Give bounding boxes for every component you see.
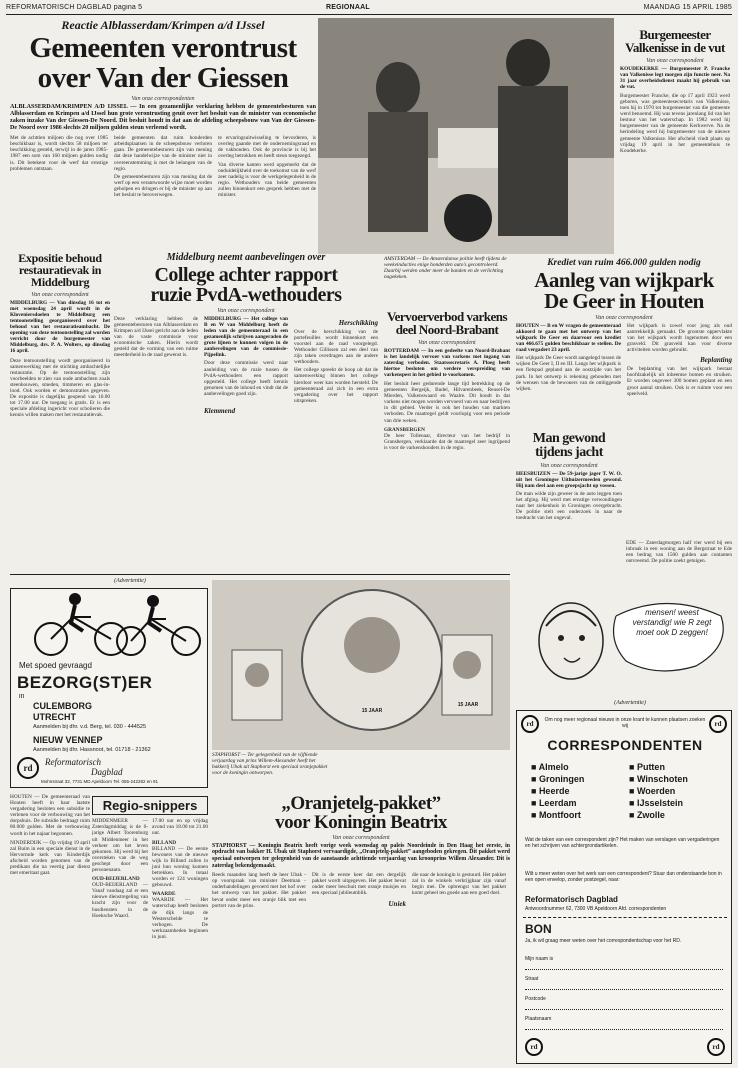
regio-subhead: BILLAND bbox=[152, 839, 177, 846]
rd-logo: rd bbox=[707, 1038, 725, 1056]
header-rule bbox=[6, 14, 732, 15]
oranje-photo bbox=[212, 580, 510, 750]
ad-label: (Advertentie) bbox=[614, 700, 646, 706]
ad-city: UTRECHT bbox=[33, 712, 76, 722]
article-byline: Van onze correspondent bbox=[217, 307, 275, 314]
rd-logo: rd bbox=[525, 1038, 543, 1056]
photo-label: 15 JAAR bbox=[457, 702, 479, 708]
police-photo-caption: AMSTERDAM — De Amsterdamse politie heeft tijdens de weekeindacties enige honderden auto's gecontroleerd. Daarbij werden onder meer de banden en de verlichting nagekeken. bbox=[384, 256, 507, 281]
rd-logo: rd bbox=[17, 757, 39, 779]
article-body: Deze tentoonstelling wordt georganiseerd in samenwerking met de stichting ambachtelijke restauratie. Op de tentoonstelling zijn voorbeelden te zien van oude ambachten zoals steenhouwen, smeden, timmeren en glas-in-lood. Ook worden er demonstraties gegeven. De expositie is dagelijks geopend van 10.00 tot 17.00 uur. De toegang is gratis. Er is een speciale afdeling ingericht voor scholieren die kennis willen maken met het restauratievak. bbox=[10, 357, 110, 419]
article-headline: Gemeenten verontrust bbox=[29, 32, 297, 64]
ad-address: Aanmelden bij dhr. v.d. Berg, tel. 030 - 444525 bbox=[33, 724, 147, 730]
article-body: Burgemeester Francke, die op 17 april 1923 werd geboren, was gemeentesecretaris van Valkenisse, toen hij in 1970 tot burgemeester van die gemeente werd benoemd. Hij was tevens jarenlang lid van het bestuur van het waterschap. In 1982 werd hij burgemeester van de gemeente Kerkwerve. Na de herindeling werd hij burgemeester van de nieuwe gemeente Valkenisse. Het afscheid vindt plaats op vrijdag 19 april in het gemeentehuis te Koudekerke. bbox=[620, 92, 730, 154]
place-item: ■ Heerde bbox=[531, 786, 570, 796]
ad-address: Aanmelden bij dhr. Hassnoot, tel. 01718 - 21362 bbox=[33, 747, 151, 753]
article-kicker: Reactie Alblasserdam/Krimpen a/d IJssel bbox=[61, 18, 265, 32]
regio-item: WAARDE — Het waterschap heeft besloten de dijk langs de Westerschelde te verhogen. De werkzaamheden beginnen in juni. bbox=[152, 897, 208, 940]
ad-footer: Mohnstraat 32, 7731 MD Apeldoorn Tel. 055-242282 en 91 bbox=[41, 779, 158, 784]
article-jacht bbox=[516, 432, 622, 582]
police-photo bbox=[318, 18, 614, 254]
article-byline: Van onze correspondenten bbox=[131, 96, 195, 103]
ad-tagline: Met spoed gevraagd bbox=[19, 661, 92, 670]
article-body: Over de herschikking van de portefeuilles wordt binnenkort een voorstel aan de raad voorgelegd. Wethouder Gillissen zal een deel van zijn taken overdragen aan de andere wethouders. bbox=[294, 328, 378, 366]
article-vervoerverbod bbox=[384, 310, 510, 570]
article-body: Het besluit heer gedurende lange tijd betrekking op de gemeenten Bergeijk, Budel, Hilvarenbeek, Reusel-De Mierden, Valkenswaard en Waalre. Dit houdt in dat varkens niet mogen worden vervoerd van en naar bedrijven in dit gebied. Verder is ook het houden van markten verboden. De maatregel geldt voorlopig voor een periode van drie weken. bbox=[384, 380, 510, 424]
regio-subhead: OUD-BEIJERLAND bbox=[92, 876, 140, 883]
rd-logo: rd bbox=[521, 715, 539, 733]
ad-headline: BEZORG(ST)ER bbox=[17, 673, 153, 692]
regio-item: BILLAND — De eerste bewoners van de nieuwe wijk in Billand zullen in juni hun woning kunnen betrekken. In totaal worden er 124 woningen gebouwd. bbox=[152, 845, 208, 889]
place-item: ■ Putten bbox=[629, 762, 665, 772]
article-byline: Van onze correspondent bbox=[418, 339, 476, 346]
ad-brand: Reformatorisch bbox=[45, 757, 101, 767]
header-date: MAANDAG 15 APRIL 1985 bbox=[643, 4, 732, 11]
article-body: te ervaringsuitwisseling te bevorderen, is overleg gaande met de ondernemingsraad en de vakbonden. Ook de provincie is bij het overleg betrokken en heeft steun toegezegd. bbox=[218, 135, 316, 160]
ad-text: Wilt u meer weten over het werk van een correspondent? Stuur dan onderstaande bon in een open envelop, zonder postzegel, naar: bbox=[525, 871, 722, 883]
article-body: beide gemeenten dat ruim honderden arbeidsplaatsen in de scheepsbouw verloren gaan. De gemeentebesturen zijn van mening dat deze handelwijze van de minister niet in overeenstemming is met de belangen van de regio. bbox=[114, 135, 212, 172]
article-body: Reeds maanden lang heeft de heer Ubak - op voorspraak van minister Deetman - onderhandelingen gevoerd met het hof over het ontwerp van het pakket. Het pakket bevat onder meer een oranje blik met een portret van de prins. bbox=[212, 872, 306, 909]
article-body: die naar de koningin is gestuurd. Het pakket zal in de winkels verkrijgbaar zijn vanaf begin mei. De opbrengst van het pakket komt geheel ten goede aan een goed doel. bbox=[412, 872, 506, 897]
regio-item: OUD-BEIJERLAND — Vanaf vandaag zal er een nieuwe dienstregeling van kracht zijn voor de busdiensten in de Hoeksche Waard. bbox=[92, 882, 148, 919]
name-field[interactable]: Mijn naam is bbox=[525, 956, 723, 970]
article-kicker: Middelburg neemt aanbevelingen over bbox=[166, 252, 326, 263]
regio-item: MIDDENMEER — Zaterdagmiddag is de 6-jarige Albert Toorenburg uit Middenmeer in het verkeer om het leven gekomen. Hij werd bij het oversteken van de weg geschept door een personenauto. bbox=[92, 818, 148, 873]
regio-title: Regio-snippers bbox=[92, 796, 208, 815]
cartoon-speech: mensen! weest verstandig! wie R zegt moet ook D zeggen! bbox=[632, 608, 712, 637]
place-item: ■ Woerden bbox=[629, 786, 676, 796]
place-item: ■ Leerdam bbox=[531, 798, 577, 808]
photo-label: 15 JAAR bbox=[361, 708, 383, 714]
ad-company: Reformatorisch Dagblad bbox=[525, 895, 618, 904]
police-photo-image bbox=[318, 18, 614, 254]
coupon bbox=[523, 917, 727, 1059]
article-gemeenten bbox=[10, 18, 316, 248]
cartoon bbox=[516, 586, 732, 696]
page-header bbox=[6, 4, 732, 14]
article-lead: ROTTERDAM — In een gedeelte van Noord-Brabant is het landelijk vervoer van varkens met ingang van zaterdag verboden. Staatssecretaris A. Ploeg heeft hiertoe besloten om verdere verspreiding van varkenspest in het gebied te voorkomen. bbox=[384, 347, 510, 378]
article-byline: Van onze correspondent bbox=[646, 57, 704, 64]
article-body: Het college spreekt de hoop uit dat de samenwerking binnen het college hierdoor weer kan worden hersteld. De gemeenteraad zal zich in een extra vergadering over het rapport uitspreken. bbox=[294, 367, 378, 404]
article-expositie bbox=[10, 252, 110, 572]
article-body: De beplanting van het wijkpark bestaat hoofdzakelijk uit inheemse bomen en struiken. Er worden ongeveer 300 bomen geplant en een groot aantal struiken. Ook is er ruimte voor een speelveld. bbox=[627, 366, 732, 397]
coupon-title: BON bbox=[525, 922, 552, 936]
article-body: Het wijkpark De Geer wordt aangelegd tussen de wijken De Geer I, II en III. Langs het wijkpark is een fietspad gepland aan de oostzijde van het park. In het ontwerp is rekening gehouden met de wensen van de bewoners van de omliggende wijken. bbox=[516, 355, 621, 392]
article-headline: voor Koningin Beatrix bbox=[275, 812, 447, 834]
oranje-photo-caption: STAPHORST — Ter gelegenheid van de vijftiende verjaardag van prins Willem-Alexander heeft het bakkerij Ubak uit Staphorst een speciaal oranjepakket voor de koningin ontworpen. bbox=[212, 752, 328, 777]
article-body: De gemeentebesturen zijn van mening dat de werf op een verantwoorde wijze moet worden geholpen en dringen er bij de minister op aan het besluit te heroverwegen. bbox=[114, 173, 212, 198]
article-houten bbox=[10, 794, 90, 1064]
article-kicker: Krediet van ruim 466.000 gulden nodig bbox=[547, 258, 701, 268]
ad-text: Wat de taken van een correspondent zijn? Het maken van verslagen van vergaderingen en het schrijven van achtergrondartikelen. bbox=[525, 837, 720, 849]
article-subhead: GRANSBERGEN bbox=[384, 426, 425, 433]
article-body: Met de achttien miljoen die nog over 1985 beschikbaar is, wordt slechts 58 miljoen ter beschikking gesteld, terwijl in de jaren 1985-1987 een som van 160 miljoen gulden nodig is. Dit betekent voor de werf dat ernstige problemen ontstaan. bbox=[10, 135, 108, 172]
article-oranjetelg bbox=[212, 794, 510, 1064]
article-lead: MIDDELBURG — Van dinsdag 16 tot en met woensdag 24 april wordt in de Kloveniersdoelen te Middelburg een tentoonstelling georganiseerd over het behoud van het restauratieambacht. De opening van deze tentoonstelling zal worden verricht door de burgemeester van Middelburg, drs. P. A. Wolters, op dinsdag 16 april. bbox=[10, 299, 110, 355]
ad-city: NIEUW VENNEP bbox=[33, 735, 103, 745]
ad-city: CULEMBORG bbox=[33, 701, 92, 711]
article-byline: Van onze correspondent bbox=[332, 834, 390, 841]
ad-correspondenten bbox=[516, 710, 732, 1064]
article-headline: over Van der Giessen bbox=[37, 61, 289, 94]
ad-bezorger bbox=[10, 588, 208, 788]
article-signature: Uniek bbox=[388, 899, 406, 908]
section-rule bbox=[10, 574, 510, 575]
ad-label: (Advertentie) bbox=[114, 578, 146, 584]
place-item: ■ Montfoort bbox=[531, 810, 581, 820]
postcode-field[interactable]: Postcode bbox=[525, 996, 723, 1010]
article-lead: ALBLASSERDAM/KRIMPEN A/D IJSSEL — In een gezamenlijke verklaring hebben de gemeentebesturen van Alblasserdam en Krimpen a/d IJssel hun grote verontrusting geuit over het besluit van de minister van economische zaken inzake Van der Giessen-De Noord. Dit besluit houdt in dat aan de afdeling scheepsbouw van Van der Giessen-De Noord over 1986 slechts 20 miljoen gulden steun verleend wordt. bbox=[10, 104, 316, 132]
place-item: ■ Winschoten bbox=[629, 774, 688, 784]
article-lead: MIDDELBURG — Het college van B en W van Middelburg heeft de leden van de gemeenteraad in een gezamenlijk schrijven aangeraden de grote lijnen te kunnen volgen in de aanbevelingen van de commissie-Pijpelink. bbox=[204, 315, 289, 359]
header-paper: REFORMATORISCH DAGBLAD pagina 5 bbox=[6, 4, 143, 11]
article-headline: „Oranjetelg-pakket” bbox=[281, 794, 441, 814]
place-item: ■ Zwolle bbox=[629, 810, 665, 820]
article-body: Het wijkpark is zowel voor jong als oud aantrekkelijk gemaakt. De grootste oppervlakte van het wijkpark wordt ingenomen door een grasveld. Dit grasveld kan voor diverse activiteiten worden gebruikt. bbox=[627, 322, 732, 354]
article-lead: KOUDEKERKE — Burgemeester P. Francke van Valkenisse legt morgen zijn functie neer. Na 31 jaar overheidsdienst maakt hij gebruik van de vut. bbox=[620, 65, 730, 90]
article-byline: Van onze correspondent bbox=[31, 291, 89, 298]
city-field[interactable]: Plaatsnaam bbox=[525, 1016, 723, 1030]
article-headline: Man gewond tijdens jacht bbox=[532, 432, 606, 461]
article-body: Van diverse kanten werd opgemerkt dat de onduidelijkheid over de toekomst van de werf zeer nadelig is voor de werkgelegenheid in de regio. Wethouders van beide gemeenten zullen binnenkort een gesprek hebben met de minister. bbox=[218, 161, 316, 198]
article-byline: Van onze correspondent bbox=[540, 462, 598, 469]
ad-antwoord: Antwoordnummer 62, 7300 VB Apeldoorn Afd. correspondenten bbox=[525, 906, 667, 912]
article-body: Door deze commissie werd naar aanleiding van de ruzie tussen de PvdA-wethouders een rapport opgesteld. Het college heeft kennis genomen van de inhoud en vindt dat de aanbevelingen goed zijn. bbox=[204, 360, 288, 397]
article-body: De heer Tollenaar, directeur van het bedrijf in Gransbergen, verklaarde dat de maatregel zeer ingrijpend is voor de varkenshouders in de regio. bbox=[384, 432, 510, 451]
place-item: ■ Groningen bbox=[531, 774, 585, 784]
article-body: Deze verklaring hebben de gemeentebesturen van Alblasserdam en Krimpen a/d IJssel gericht aan de leden van de vaste commissie voor economische zaken. Hierin wordt gesteld dat de vorming van een ruime meerderheid in de raad gewenst is. bbox=[114, 315, 198, 359]
street-field[interactable]: Straat bbox=[525, 976, 723, 990]
rd-logo: rd bbox=[709, 715, 727, 733]
article-wijkpark bbox=[516, 258, 732, 428]
ad-in: in bbox=[19, 693, 25, 700]
article-college bbox=[114, 252, 378, 572]
article-body: NINDERDIJK — Op vrijdag 19 april zal Ruim in een speciale dienst in de Hervormde kerk van Kinderdijk afscheid worden genomen van de predikant die na veertig jaar dienst met emeritaat gaat. bbox=[10, 839, 90, 877]
ad-intro: Om nog meer regionaal nieuws in onze krant te kunnen plaatsen zoeken wij bbox=[544, 717, 706, 729]
article-subhead: Herschikking bbox=[338, 318, 378, 327]
article-subhead: Klemmend bbox=[204, 406, 236, 415]
ad-headline: CORRESPONDENTEN bbox=[547, 737, 703, 753]
article-lead: HEESBUIZEN — De 59-jarige jager T. W. O. uit het Groningse Uithuizermeeden gewond. Hij nam deel aan een groepsjacht op vossen. bbox=[516, 470, 622, 489]
article-burgemeester bbox=[620, 28, 730, 253]
article-headline: College achter rapport bbox=[154, 264, 338, 286]
header-section: REGIONAAL bbox=[326, 4, 370, 11]
article-headline: ruzie PvdA-wethouders bbox=[150, 284, 342, 307]
article-body: EDE — Zaterdagmorgen half vier werd bij een inbraak in een woning aan de Bergstraat te Ede een bedrag van 1500 gulden aan contanten ontvreemd. De politie zoekt getuigen. bbox=[626, 540, 732, 565]
article-headline: De Geer in Houten bbox=[544, 289, 704, 314]
article-headline: Expositie behoud restauratievak in Middelburg bbox=[18, 252, 102, 290]
places-list-left bbox=[531, 761, 621, 831]
article-subhead: Beplanting bbox=[700, 356, 732, 365]
article-headline: Vervoerverbod varkens deel Noord-Brabant bbox=[386, 310, 508, 338]
place-item: ■ Almelo bbox=[531, 762, 569, 772]
oranje-photo-image bbox=[212, 580, 510, 750]
article-headline: Aanleg van wijkpark bbox=[534, 268, 714, 292]
article-ede bbox=[626, 540, 732, 580]
regio-item: 17.00 uur en op vrijdag avond van 18.00 tot 21.00 uur. bbox=[152, 818, 208, 837]
article-body: HOUTEN — De gemeenteraad van Houten heeft in haar laatste vergadering besloten een subsidie te verlenen voor de verbouwing van het dorpshuis. De subsidie bedraagt ruim 80.000 gulden. Met de verbouwing wordt in het najaar begonnen. bbox=[10, 794, 90, 837]
article-lead: HOUTEN — B en W vragen de gemeenteraad akkoord te gaan met het ontwerp van het wijkpark De Geer en daarvoor een krediet van 466.675 gulden beschikbaar te stellen. De raad vergadert 23 april. bbox=[516, 322, 621, 354]
regio-snippers bbox=[92, 796, 208, 1064]
article-lead: STAPHORST — Koningin Beatrix heeft vorige week woensdag op paleis Noordeinde in Den Haag het eerste, in opdracht van bakker H. Ubak uit Staphorst vervaardigde, „Oranjetelg-pakket” aangeboden gekregen. Dit pakket werd speciaal ontworpen ter gelegenheid van de aanstaande achttiende verjaardag van kroonprins Willem Alexander. Dit is zaterdag bekendgemaakt. bbox=[212, 842, 510, 869]
places-list-right bbox=[629, 761, 725, 831]
place-item: ■ IJsselstein bbox=[629, 798, 683, 808]
bicycle-illustration bbox=[11, 589, 207, 659]
article-body: Dit is de eerste keer dat een dergelijk pakket wordt uitgegeven. Het pakket bevat onder meer beschuit met oranje muisjes en een speciaal jubileumblik. bbox=[312, 872, 406, 897]
article-headline: Burgemeester Valkenisse in de vut bbox=[625, 28, 725, 56]
regio-subhead: WAARDE bbox=[152, 891, 176, 898]
coupon-text: Ja, ik wil graag meer weten over het correspondentschap voor het RD. bbox=[525, 938, 682, 944]
article-byline: Van onze correspondent bbox=[595, 314, 653, 321]
ad-brand: Dagblad bbox=[91, 767, 123, 777]
article-body: De man wilde zijn geweer in de auto leggen toen het afging. Hij werd met ernstige verwondingen naar het ziekenhuis in Groningen overgebracht. De politie stelt een onderzoek in naar de toedracht van het ongeval. bbox=[516, 490, 622, 522]
